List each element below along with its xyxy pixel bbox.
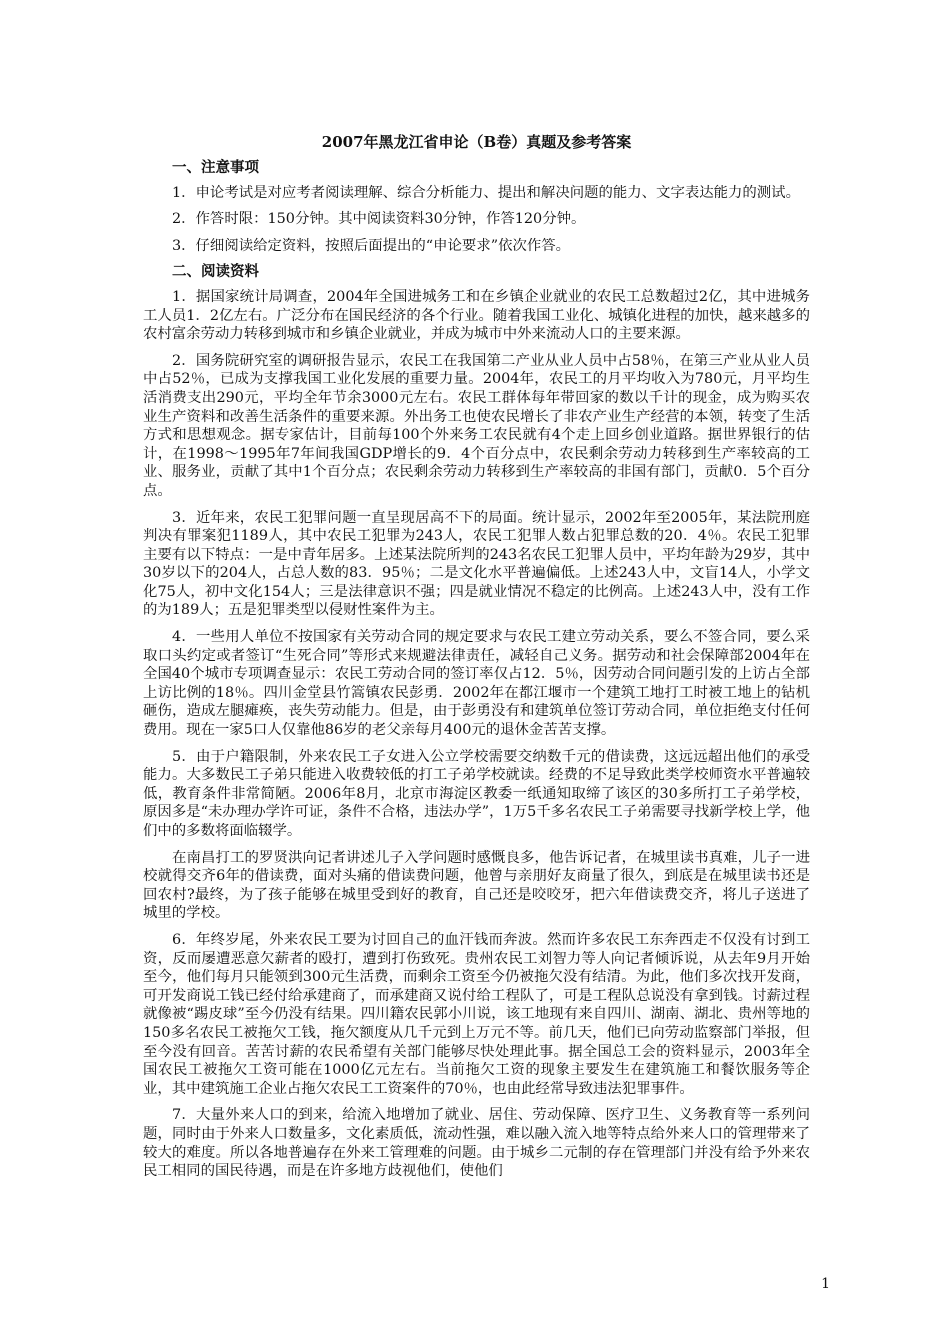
note-paragraph: 2．作答时限：150分钟。其中阅读资料30分钟，作答120分钟。 [172, 211, 586, 228]
note-paragraph: 3．仔细阅读给定资料，按照后面提出的“申论要求”依次作答。 [172, 237, 571, 254]
material-paragraph: 4．一些用人单位不按国家有关劳动合同的规定要求与农民工建立劳动关系，要么不签合同，要么采取口头约定或者签订“生死合同”等形式来规避法律责任，减轻自己义务。据劳动和社会保障部2004年在全国40个城市专项调查显示：农民工劳动合同的签订率仅占12．5％，因劳动合同问题引发的上访占全部上访比例的18％。四川金堂县竹篙镇农民彭勇．2002年在都江堰市一个建筑工地打工时被工地上的钻机砸伤，造成左腿瘫痪，丧失劳动能力。但是，由于彭勇没有和建筑单位签订劳动合同，单位拒绝支付任何费用。现在一家5口人仅靠他86岁的老父亲每月400元的退休金苦苦支撑。 [143, 629, 810, 739]
material-paragraph: 1．据国家统计局调查，2004年全国进城务工和在乡镇企业就业的农民工总数超过2亿，其中进城务工人员1．2亿左右。广泛分布在国民经济的各个行业。随着我国工业化、城镇化进程的加快，越来越多的农村富余劳动力转移到城市和乡镇企业就业，并成为城市中外来流动人口的主要来源。 [143, 288, 810, 343]
material-paragraph: 5．由于户籍限制，外来农民工子女进入公立学校需要交纳数千元的借读费，这远远超出他们的承受能力。大多数民工子弟只能进入收费较低的打工子弟学校就读。经费的不足导致此类学校师资水平普遍较低，教育条件非常简陋。2006年8月，北京市海淀区教委一纸通知取缔了该区的30多所打工子弟学校，原因多是“未办理办学许可证，条件不合格，违法办学”，1万5千多名农民工子弟需要寻找新学校上学，他们中的多数将面临辍学。 [143, 748, 810, 839]
note-paragraph: 1．申论考试是对应考者阅读理解、综合分析能力、提出和解决问题的能力、文字表达能力的测试。 [172, 184, 800, 201]
material-paragraph: 在南昌打工的罗贤洪向记者讲述儿子入学问题时感慨良多，他告诉记者，在城里读书真难，儿子一进校就得交齐6年的借读费，面对头痛的借读费问题，他曾与亲朋好友商量了很久，到底是在城里读书还是回农村?最终，为了孩子能够在城里受到好的教育，自己还是咬咬牙，把六年借读费交齐，将儿子送进了城里的学校。 [143, 849, 810, 922]
material-paragraph: 3．近年来，农民工犯罪问题一直呈现居高不下的局面。统计显示，2002年至2005年，某法院刑庭判决有罪案犯1189人，其中农民工犯罪为243人，农民工犯罪人数占犯罪总数的20．4％。农民工犯罪主要有以下特点：一是中青年居多。上述某法院所判的243名农民工犯罪人员中，平均年龄为29岁，其中30岁以下的204人，占总人数的83．95％；二是文化水平普遍偏低。上述243人中，文盲14人，小学文化75人，初中文化154人；三是法律意识不强；四是就业情况不稳定的比例高。上述243人中，没有工作的为189人；五是犯罪类型以侵财性案件为主。 [143, 509, 810, 619]
page-number: 1 [821, 1276, 830, 1292]
material-paragraph: 6．年终岁尾，外来农民工要为讨回自己的血汗钱而奔波。然而许多农民工东奔西走不仅没有讨到工资，反而屡遭恶意欠薪者的殴打，遭到打伤致死。贵州农民工刘智力等人向记者倾诉说，从去年9月开始至今，他们每月只能领到300元生活费，而剩余工资至今仍被拖欠没有结清。为此，他们多次找开发商，可开发商说工钱已经付给承建商了，而承建商又说付给工程队了，可是工程队总说没有拿到钱。讨薪过程就像被“踢皮球”至今仍没有结果。四川籍农民郭小川说，该工地现有来自四川、湖南、湖北、贵州等地的150多名农民工被拖欠工钱，拖欠额度从几千元到上万元不等。前几天，他们已向劳动监察部门举报，但至今没有回音。苦苦讨薪的农民希望有关部门能够尽快处理此事。据全国总工会的资料显示，2003年全国农民工被拖欠工资可能在1000亿元左右。当前拖欠工资的现象主要发生在建筑施工和餐饮服务等企业，其中建筑施工企业占拖欠农民工工资案件的70％，也由此经常导致违法犯罪事件。 [143, 931, 810, 1097]
document-title: 2007年黑龙江省申论（B卷）真题及参考答案 [321, 133, 632, 151]
section-heading-notes: 一、注意事项 [172, 159, 259, 176]
document-body [143, 132, 810, 1188]
section-heading-materials: 二、阅读资料 [172, 263, 259, 281]
material-paragraph: 2．国务院研究室的调研报告显示，农民工在我国第二产业从业人员中占58％，在第三产业从业人员中占52％，已成为支撑我国工业化发展的重要力量。2004年，农民工的月平均收入为780元，月平均生活消费支出290元，平均全年节余3000元左右。农民工群体每年带回家的数以千计的现金，成为购买农业生产资料和改善生活条件的重要来源。外出务工也使农民增长了非农产业生产经营的本领，转变了生活方式和思想观念。据专家估计，目前每100个外来务工农民就有4个走上回乡创业道路。据世界银行的估计，在1998～1995年7年间我国GDP增长的9．4个百分点中，农民剩余劳动力转移到生产率较高的工业、服务业，贡献了其中1个百分点；农民剩余劳动力转移到生产率较高的非国有部门，贡献0．5个百分点。 [143, 352, 810, 499]
material-paragraph: 7．大量外来人口的到来，给流入地增加了就业、居住、劳动保障、医疗卫生、义务教育等一系列问题，同时由于外来人口数量多，文化素质低，流动性强，难以融入流入地等特点给外来人口的管理带来了较大的难度。所以各地普遍存在外来工管理难的问题。由于城乡二元制的存在管理部门并没有给予外来农民工相同的国民待遇，而是在许多地方歧视他们，使他们 [143, 1107, 810, 1180]
